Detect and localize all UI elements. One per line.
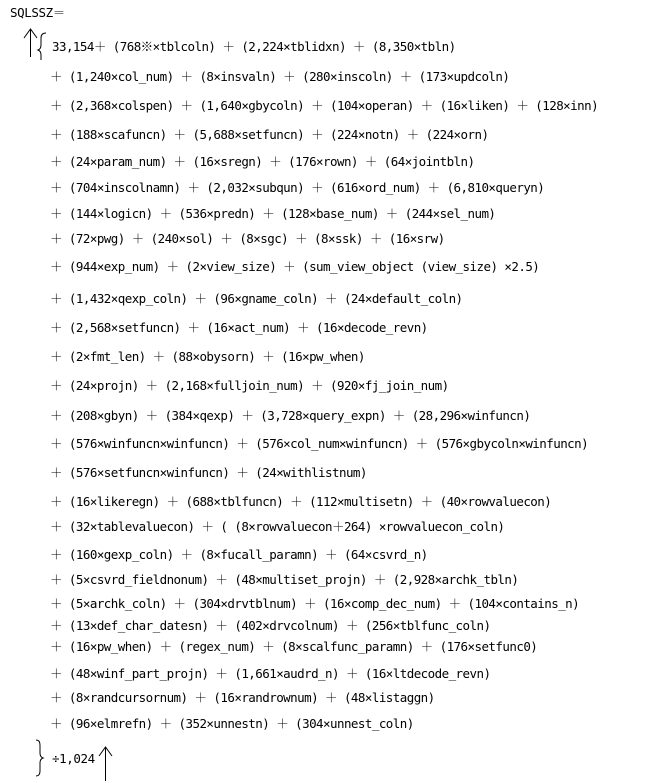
formula-line: ＋ (188×scafuncn) ＋ (5,688×setfuncn) ＋ (224×notn) ＋ (224×orn) — [50, 127, 489, 142]
formula-line: ＋ (144×logicn) ＋ (536×predn) ＋ (128×base_num) ＋ (244×sel_num) — [50, 206, 496, 221]
formula-line: ＋ (2×fmt_len) ＋ (88×obysorn) ＋ (16×pw_when) — [50, 349, 365, 364]
formula-line: ＋ (944×exp_num) ＋ (2×view_size) ＋ (sum_view_object (view_size) ×2.5) — [50, 259, 540, 274]
formula-line: ＋ (576×winfuncn×winfuncn) ＋ (576×col_num×winfuncn) ＋ (576×gbycoln×winfuncn) — [50, 436, 589, 451]
formula-line: ＋ (5×csvrd_fieldnonum) ＋ (48×multiset_projn) ＋ (2,928×archk_tbln) — [50, 572, 519, 587]
formula-line: ＋ (5×archk_coln) ＋ (304×drvtblnum) ＋ (16×comp_dec_num) ＋ (104×contains_n) — [50, 596, 580, 611]
formula-line: ＋ (1,240×col_num) ＋ (8×insvaln) ＋ (280×inscoln) ＋ (173×updcoln) — [50, 69, 510, 84]
formula-line: ＋ (16×likeregn) ＋ (688×tblfuncn) ＋ (112×multisetn) ＋ (40×rowvaluecon) — [50, 494, 552, 509]
formula-title: SQLSSZ＝ — [10, 5, 65, 20]
formula-line: ＋ (72×pwg) ＋ (240×sol) ＋ (8×sgc) ＋ (8×ssk) ＋ (16×srw) — [50, 231, 445, 246]
formula-line: ＋ (32×tablevaluecon) ＋ ( (8×rowvaluecon＋264) ×rowvaluecon_coln) — [50, 519, 505, 534]
formula-line: ＋ (16×pw_when) ＋ (regex_num) ＋ (8×scalfunc_paramn) ＋ (176×setfunc0) — [50, 639, 538, 654]
up-arrow-icon — [24, 29, 37, 57]
formula-line: ＋ (576×setfuncn×winfuncn) ＋ (24×withlistnum) — [50, 465, 367, 480]
divisor: ÷1,024 — [52, 751, 95, 766]
closing-brace — [36, 740, 43, 776]
formula-line: ＋ (13×def_char_datesn) ＋ (402×drvcolnum) ＋ (256×tblfunc_coln) — [50, 618, 491, 633]
formula-line: ＋ (24×projn) ＋ (2,168×fulljoin_num) ＋ (920×fj_join_num) — [50, 378, 449, 393]
formula-line: 33,154＋ (768※×tblcoln) ＋ (2,224×tblidxn) ＋ (8,350×tbln) — [52, 39, 456, 54]
formula-line: ＋ (2,368×colspen) ＋ (1,640×gbycoln) ＋ (104×operan) ＋ (16×liken) ＋ (128×inn) — [50, 98, 599, 113]
formula-line: ＋ (208×gbyn) ＋ (384×qexp) ＋ (3,728×query_expn) ＋ (28,296×winfuncn) — [50, 408, 531, 423]
formula-line: ＋ (8×randcursornum) ＋ (16×randrownum) ＋ (48×listaggn) — [50, 690, 435, 705]
up-arrow-icon — [99, 747, 112, 781]
formula-line: ＋ (2,568×setfuncn) ＋ (16×act_num) ＋ (16×decode_revn) — [50, 320, 428, 335]
opening-brace — [38, 33, 46, 60]
formula-line: ＋ (160×gexp_coln) ＋ (8×fucall_paramn) ＋ (64×csvrd_n) — [50, 547, 428, 562]
formula-line: ＋ (48×winf_part_projn) ＋ (1,661×audrd_n) ＋ (16×ltdecode_revn) — [50, 666, 491, 681]
formula-line: ＋ (1,432×qexp_coln) ＋ (96×gname_coln) ＋ (24×default_coln) — [50, 291, 463, 306]
formula-line: ＋ (704×inscolnamn) ＋ (2,032×subqun) ＋ (616×ord_num) ＋ (6,810×queryn) — [50, 180, 545, 195]
formula-line: ＋ (24×param_num) ＋ (16×sregn) ＋ (176×rown) ＋ (64×jointbln) — [50, 154, 475, 169]
formula-line: ＋ (96×elmrefn) ＋ (352×unnestn) ＋ (304×unnest_coln) — [50, 716, 414, 731]
